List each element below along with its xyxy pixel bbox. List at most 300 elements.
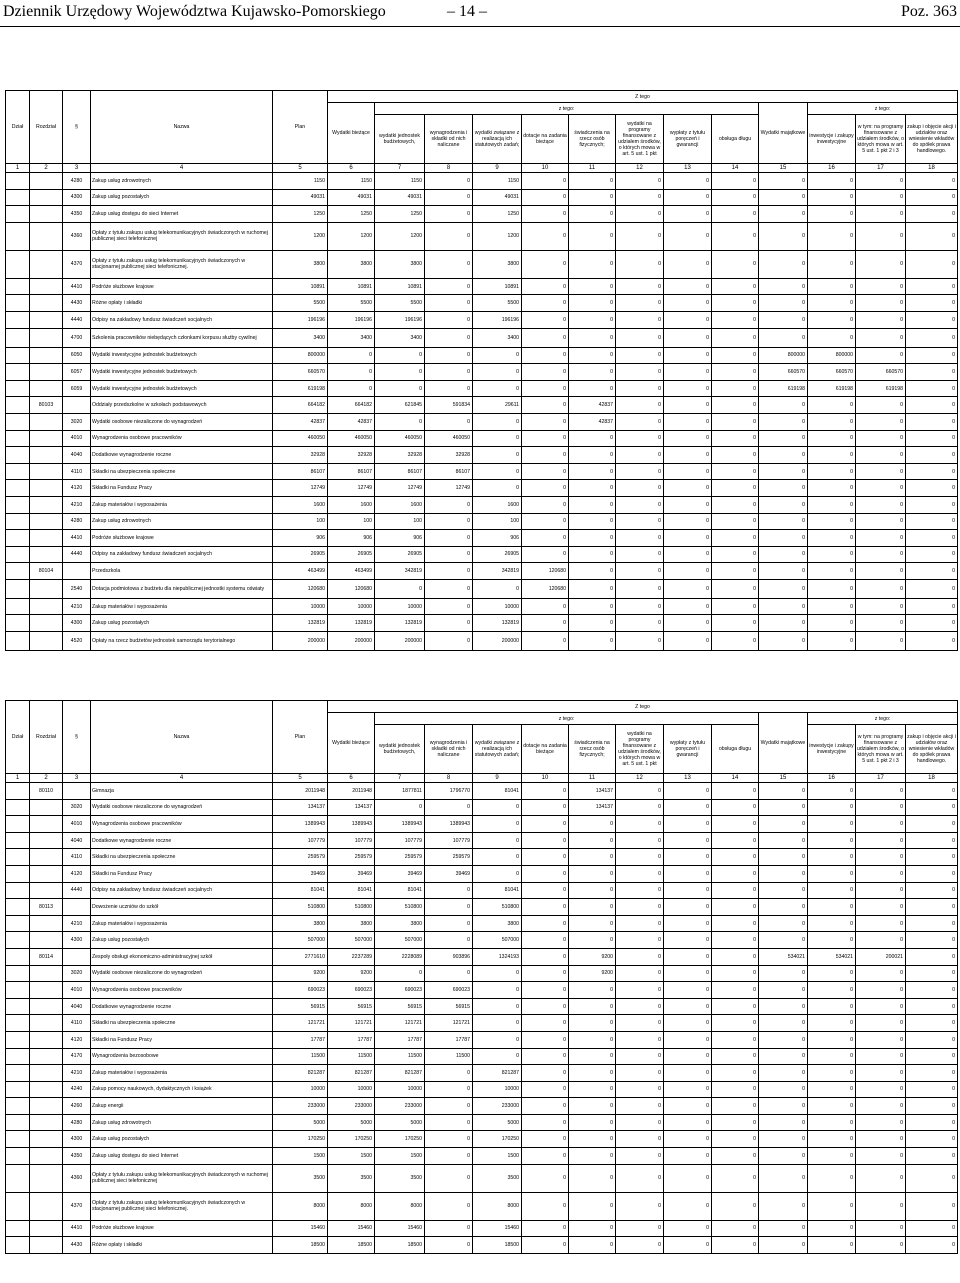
amount-cell: 0 (712, 1081, 759, 1098)
amount-cell: 0 (569, 173, 616, 190)
amount-cell: 0 (664, 173, 712, 190)
col-inwestycje: inwestycje i zakupy inwestycyjne (808, 115, 856, 164)
amount-cell: 0 (712, 463, 759, 480)
amount-cell: 9200 (273, 965, 328, 982)
amount-cell: 0 (856, 530, 906, 547)
amount-cell: 26905 (328, 546, 375, 563)
amount-cell: 0 (712, 899, 759, 916)
amount-cell: 0 (569, 380, 616, 397)
dzial-cell (6, 173, 30, 190)
amount-cell: 0 (473, 799, 522, 816)
amount-cell: 0 (664, 563, 712, 580)
amount-cell: 0 (569, 1131, 616, 1148)
amount-cell: 0 (664, 1192, 712, 1220)
amount-cell: 56915 (273, 998, 328, 1015)
amount-cell: 0 (522, 328, 569, 347)
table-row (6, 783, 958, 800)
amount-cell: 0 (808, 849, 856, 866)
amount-cell: 0 (664, 295, 712, 312)
amount-cell: 0 (712, 615, 759, 632)
amount-cell: 0 (856, 615, 906, 632)
table-row (6, 948, 958, 965)
amount-cell: 15460 (273, 1220, 328, 1237)
amount-cell: 0 (808, 1098, 856, 1115)
paragraf-cell: 4440 (63, 546, 91, 563)
amount-cell: 0 (906, 295, 958, 312)
name-cell: Opłaty z tytułu zakupu usług telekomunikacyjnych świadczonych w ruchomej publicznej sieci telefonicznej (91, 222, 273, 250)
amount-cell: 0 (712, 915, 759, 932)
amount-cell: 0 (425, 328, 473, 347)
amount-cell: 0 (856, 1237, 906, 1254)
amount-cell: 0 (759, 311, 808, 328)
amount-cell: 0 (664, 222, 712, 250)
amount-cell: 42837 (569, 397, 616, 414)
column-numbers-row (6, 774, 958, 783)
amount-cell: 0 (712, 1065, 759, 1082)
amount-cell: 0 (759, 915, 808, 932)
amount-cell: 0 (906, 579, 958, 598)
table-row (6, 311, 958, 328)
amount-cell: 460050 (425, 430, 473, 447)
table-row (6, 832, 958, 849)
amount-cell: 0 (759, 173, 808, 190)
column-number: 3 (63, 774, 91, 783)
dzial-cell (6, 1220, 30, 1237)
amount-cell: 0 (712, 1131, 759, 1148)
amount-cell: 3400 (328, 328, 375, 347)
table-row (6, 222, 958, 250)
col-wydatki-jedn: wydatki jednostek budżetowych, (375, 725, 425, 774)
paragraf-cell: 4430 (63, 1237, 91, 1254)
amount-cell: 0 (712, 579, 759, 598)
col-wynagrodzenia: wynagrodzenia i składki od nich naliczane (425, 725, 473, 774)
amount-cell: 0 (616, 1164, 664, 1192)
amount-cell: 196196 (328, 311, 375, 328)
amount-cell: 507000 (328, 932, 375, 949)
amount-cell: 0 (664, 413, 712, 430)
paragraf-cell: 4440 (63, 311, 91, 328)
amount-cell: 0 (569, 530, 616, 547)
dzial-cell (6, 1081, 30, 1098)
amount-cell: 0 (522, 546, 569, 563)
amount-cell: 10891 (328, 278, 375, 295)
rozdzial-cell (30, 311, 63, 328)
col-wydatki-biezace: Wydatki bieżące (328, 713, 375, 774)
amount-cell: 0 (759, 278, 808, 295)
table-row (6, 816, 958, 833)
amount-cell: 0 (616, 347, 664, 364)
amount-cell: 0 (473, 849, 522, 866)
rozdzial-cell (30, 189, 63, 206)
table-row (6, 998, 958, 1015)
amount-cell: 42837 (328, 413, 375, 430)
amount-cell: 0 (569, 513, 616, 530)
name-cell: Przedszkola (91, 563, 273, 580)
amount-cell: 0 (616, 1131, 664, 1148)
amount-cell: 0 (712, 328, 759, 347)
name-cell: Zakup usług pozostałych (91, 1131, 273, 1148)
amount-cell: 0 (473, 998, 522, 1015)
amount-cell: 0 (664, 513, 712, 530)
amount-cell: 0 (664, 598, 712, 615)
amount-cell: 0 (759, 849, 808, 866)
name-cell: Zakup usług zdrowotnych (91, 173, 273, 190)
col-wtym: w tym: na programy finansowane z udziałem środków, o których mowa w art. 5 ust. 1 pkt 2 i 3 (856, 725, 906, 774)
amount-cell: 0 (569, 915, 616, 932)
amount-cell: 100 (473, 513, 522, 530)
amount-cell: 0 (808, 579, 856, 598)
amount-cell: 10000 (473, 1081, 522, 1098)
amount-cell: 0 (906, 632, 958, 651)
amount-cell: 0 (856, 915, 906, 932)
amount-cell: 0 (808, 1220, 856, 1237)
amount-cell: 0 (522, 832, 569, 849)
amount-cell: 134137 (273, 799, 328, 816)
amount-cell: 0 (425, 615, 473, 632)
name-cell: Opłaty z tytułu zakupu usług telekomunikacyjnych świadczonych w stacjonarnej publicznej sieci telefonicznej. (91, 250, 273, 278)
amount-cell: 0 (616, 430, 664, 447)
dzial-cell (6, 447, 30, 464)
amount-cell: 0 (522, 380, 569, 397)
amount-cell: 0 (808, 295, 856, 312)
amount-cell: 0 (759, 865, 808, 882)
amount-cell: 0 (425, 1065, 473, 1082)
column-number: 16 (808, 774, 856, 783)
dzial-cell (6, 998, 30, 1015)
rozdzial-cell (30, 1220, 63, 1237)
amount-cell: 121721 (328, 1015, 375, 1032)
amount-cell: 0 (906, 816, 958, 833)
amount-cell: 0 (712, 295, 759, 312)
amount-cell: 0 (522, 915, 569, 932)
amount-cell: 0 (712, 982, 759, 999)
amount-cell: 0 (522, 1148, 569, 1165)
amount-cell: 3800 (328, 915, 375, 932)
name-cell: Wydatki inwestycyjne jednostek budżetowych (91, 347, 273, 364)
rozdzial-cell: 80103 (30, 397, 63, 414)
amount-cell: 0 (569, 1065, 616, 1082)
amount-cell: 107779 (273, 832, 328, 849)
amount-cell: 170250 (328, 1131, 375, 1148)
paragraf-cell: 3020 (63, 413, 91, 430)
rozdzial-cell (30, 173, 63, 190)
column-number: 5 (273, 164, 328, 173)
amount-cell: 0 (712, 1220, 759, 1237)
amount-cell: 0 (856, 1131, 906, 1148)
amount-cell: 0 (522, 849, 569, 866)
amount-cell: 0 (664, 447, 712, 464)
col-nazwa: Nazwa (91, 701, 273, 774)
amount-cell: 906 (375, 530, 425, 547)
amount-cell: 0 (522, 206, 569, 223)
amount-cell: 0 (856, 1148, 906, 1165)
dzial-cell (6, 563, 30, 580)
col-rozdzial: Rozdział (30, 91, 63, 164)
amount-cell: 0 (522, 1098, 569, 1115)
paragraf-cell: 4300 (63, 932, 91, 949)
amount-cell: 0 (664, 948, 712, 965)
table-row (6, 882, 958, 899)
amount-cell: 660570 (808, 364, 856, 381)
amount-cell: 0 (712, 783, 759, 800)
name-cell: Wynagrodzenia osobowe pracowników (91, 982, 273, 999)
name-cell: Dodatkowe wynagrodzenie roczne (91, 832, 273, 849)
dzial-cell (6, 1065, 30, 1082)
amount-cell: 507000 (375, 932, 425, 949)
amount-cell: 0 (856, 463, 906, 480)
amount-cell: 0 (856, 632, 906, 651)
dzial-cell (6, 380, 30, 397)
name-cell: Gimnazja (91, 783, 273, 800)
amount-cell: 1250 (328, 206, 375, 223)
name-cell: Zakup energii (91, 1098, 273, 1115)
amount-cell: 0 (522, 1114, 569, 1131)
amount-cell: 0 (616, 1148, 664, 1165)
amount-cell: 12749 (273, 480, 328, 497)
paragraf-cell: 4350 (63, 206, 91, 223)
amount-cell: 0 (712, 173, 759, 190)
dzial-cell (6, 1114, 30, 1131)
group-z-tego-right: z tego: (808, 713, 958, 725)
amount-cell: 0 (425, 1220, 473, 1237)
amount-cell: 0 (906, 530, 958, 547)
amount-cell: 0 (569, 1220, 616, 1237)
amount-cell: 0 (808, 882, 856, 899)
amount-cell: 120680 (522, 563, 569, 580)
amount-cell: 0 (425, 915, 473, 932)
col-obsluga: obsługa długu (712, 115, 759, 164)
amount-cell: 0 (712, 1015, 759, 1032)
amount-cell: 0 (856, 1065, 906, 1082)
name-cell: Zakup usług pozostałych (91, 932, 273, 949)
amount-cell: 0 (712, 948, 759, 965)
amount-cell: 0 (473, 1031, 522, 1048)
name-cell: Wydatki inwestycyjne jednostek budżetowych (91, 364, 273, 381)
amount-cell: 0 (712, 311, 759, 328)
amount-cell: 8000 (473, 1192, 522, 1220)
amount-cell: 233000 (473, 1098, 522, 1115)
amount-cell: 17787 (328, 1031, 375, 1048)
paragraf-cell: 4280 (63, 1114, 91, 1131)
table-row (6, 447, 958, 464)
amount-cell: 0 (759, 882, 808, 899)
amount-cell: 0 (906, 513, 958, 530)
amount-cell: 0 (425, 250, 473, 278)
amount-cell: 510800 (273, 899, 328, 916)
amount-cell: 0 (856, 579, 906, 598)
amount-cell: 0 (616, 882, 664, 899)
amount-cell: 0 (712, 1114, 759, 1131)
col-wydatki-zwiazane: wydatki związane z realizacją ich statutowych zadań; (473, 725, 522, 774)
amount-cell: 0 (759, 496, 808, 513)
amount-cell: 0 (759, 1164, 808, 1192)
column-number: 12 (616, 774, 664, 783)
name-cell: Wynagrodzenia osobowe pracowników (91, 430, 273, 447)
amount-cell: 81041 (473, 882, 522, 899)
name-cell: Zakup materiałów i wyposażenia (91, 1065, 273, 1082)
amount-cell: 0 (808, 1131, 856, 1148)
amount-cell: 0 (759, 1031, 808, 1048)
paragraf-cell: 4430 (63, 295, 91, 312)
amount-cell: 664182 (273, 397, 328, 414)
amount-cell: 0 (856, 816, 906, 833)
amount-cell: 0 (473, 982, 522, 999)
amount-cell: 0 (712, 364, 759, 381)
col-swiadczenia: świadczenia na rzecz osób fizycznych; (569, 115, 616, 164)
amount-cell: 0 (522, 413, 569, 430)
amount-cell: 0 (616, 222, 664, 250)
rozdzial-cell (30, 278, 63, 295)
table-row (6, 1114, 958, 1131)
amount-cell: 0 (664, 832, 712, 849)
amount-cell: 0 (712, 816, 759, 833)
amount-cell: 0 (808, 447, 856, 464)
amount-cell: 32928 (273, 447, 328, 464)
amount-cell: 1796770 (425, 783, 473, 800)
amount-cell: 0 (425, 364, 473, 381)
dzial-cell (6, 480, 30, 497)
amount-cell: 0 (569, 250, 616, 278)
amount-cell: 0 (906, 447, 958, 464)
amount-cell: 619198 (273, 380, 328, 397)
table-body (6, 783, 958, 1254)
dzial-cell (6, 948, 30, 965)
amount-cell: 0 (425, 413, 473, 430)
amount-cell: 0 (569, 1015, 616, 1032)
amount-cell: 0 (759, 1148, 808, 1165)
amount-cell: 10000 (328, 598, 375, 615)
column-number: 4 (91, 774, 273, 783)
rozdzial-cell (30, 480, 63, 497)
dzial-cell (6, 615, 30, 632)
amount-cell: 132819 (273, 615, 328, 632)
dzial-cell (6, 347, 30, 364)
group-z-tego-main: Z tego (328, 701, 958, 713)
amount-cell: 0 (808, 496, 856, 513)
amount-cell: 690023 (273, 982, 328, 999)
amount-cell: 0 (375, 347, 425, 364)
name-cell: Wydatki osobowe niezaliczone do wynagrodzeń (91, 413, 273, 430)
amount-cell: 18500 (375, 1237, 425, 1254)
amount-cell: 0 (375, 413, 425, 430)
amount-cell: 49031 (375, 189, 425, 206)
amount-cell: 0 (808, 1237, 856, 1254)
name-cell: Dowożenie uczniów do szkół (91, 899, 273, 916)
amount-cell: 56915 (328, 998, 375, 1015)
dzial-cell (6, 278, 30, 295)
amount-cell: 0 (664, 397, 712, 414)
paragraf-cell: 4440 (63, 882, 91, 899)
amount-cell: 0 (616, 1098, 664, 1115)
amount-cell: 0 (473, 579, 522, 598)
amount-cell: 1500 (375, 1148, 425, 1165)
paragraf-cell: 4040 (63, 998, 91, 1015)
amount-cell: 0 (664, 311, 712, 328)
rozdzial-cell (30, 530, 63, 547)
rozdzial-cell (30, 347, 63, 364)
paragraf-cell: 4520 (63, 632, 91, 651)
table-row (6, 632, 958, 651)
amount-cell: 0 (856, 496, 906, 513)
amount-cell: 17787 (273, 1031, 328, 1048)
amount-cell: 0 (906, 563, 958, 580)
amount-cell: 0 (808, 965, 856, 982)
amount-cell: 86107 (375, 463, 425, 480)
amount-cell: 0 (522, 932, 569, 949)
amount-cell: 0 (906, 413, 958, 430)
dzial-cell (6, 530, 30, 547)
amount-cell: 0 (906, 1015, 958, 1032)
dzial-cell (6, 1098, 30, 1115)
amount-cell: 0 (664, 463, 712, 480)
amount-cell: 0 (712, 598, 759, 615)
amount-cell: 0 (712, 965, 759, 982)
amount-cell: 1150 (328, 173, 375, 190)
table-row (6, 380, 958, 397)
amount-cell: 0 (569, 463, 616, 480)
amount-cell: 3500 (273, 1164, 328, 1192)
amount-cell: 86107 (273, 463, 328, 480)
amount-cell: 200000 (273, 632, 328, 651)
amount-cell: 18500 (473, 1237, 522, 1254)
rozdzial-cell (30, 295, 63, 312)
amount-cell: 0 (808, 189, 856, 206)
rozdzial-cell (30, 250, 63, 278)
dzial-cell (6, 932, 30, 949)
amount-cell: 0 (664, 932, 712, 949)
amount-cell: 0 (522, 1048, 569, 1065)
amount-cell: 81041 (375, 882, 425, 899)
amount-cell: 42837 (569, 413, 616, 430)
amount-cell: 2228089 (375, 948, 425, 965)
amount-cell: 0 (712, 1048, 759, 1065)
amount-cell: 2237289 (328, 948, 375, 965)
amount-cell: 0 (425, 546, 473, 563)
amount-cell: 1389943 (375, 816, 425, 833)
table-row (6, 1148, 958, 1165)
name-cell: Wydatki osobowe niezaliczone do wynagrodzeń (91, 965, 273, 982)
amount-cell: 0 (759, 530, 808, 547)
paragraf-cell: 2540 (63, 579, 91, 598)
amount-cell: 0 (522, 530, 569, 547)
amount-cell: 0 (808, 513, 856, 530)
amount-cell: 0 (664, 799, 712, 816)
dzial-cell (6, 1237, 30, 1254)
amount-cell: 0 (522, 364, 569, 381)
amount-cell: 0 (569, 1031, 616, 1048)
column-number: 10 (522, 164, 569, 173)
paragraf-cell: 4360 (63, 222, 91, 250)
column-number: 18 (906, 164, 958, 173)
name-cell: Zakup usług zdrowotnych (91, 1114, 273, 1131)
column-number: 2 (30, 164, 63, 173)
table-row (6, 328, 958, 347)
amount-cell: 0 (759, 965, 808, 982)
amount-cell: 120680 (522, 579, 569, 598)
amount-cell: 0 (856, 430, 906, 447)
amount-cell: 0 (759, 783, 808, 800)
name-cell: Dodatkowe wynagrodzenie roczne (91, 998, 273, 1015)
amount-cell: 49031 (473, 189, 522, 206)
column-number: 17 (856, 774, 906, 783)
amount-cell: 56915 (375, 998, 425, 1015)
amount-cell: 0 (522, 311, 569, 328)
paragraf-cell: 4350 (63, 1148, 91, 1165)
column-number: 9 (473, 774, 522, 783)
amount-cell: 0 (856, 295, 906, 312)
amount-cell: 0 (569, 1164, 616, 1192)
dzial-cell (6, 816, 30, 833)
